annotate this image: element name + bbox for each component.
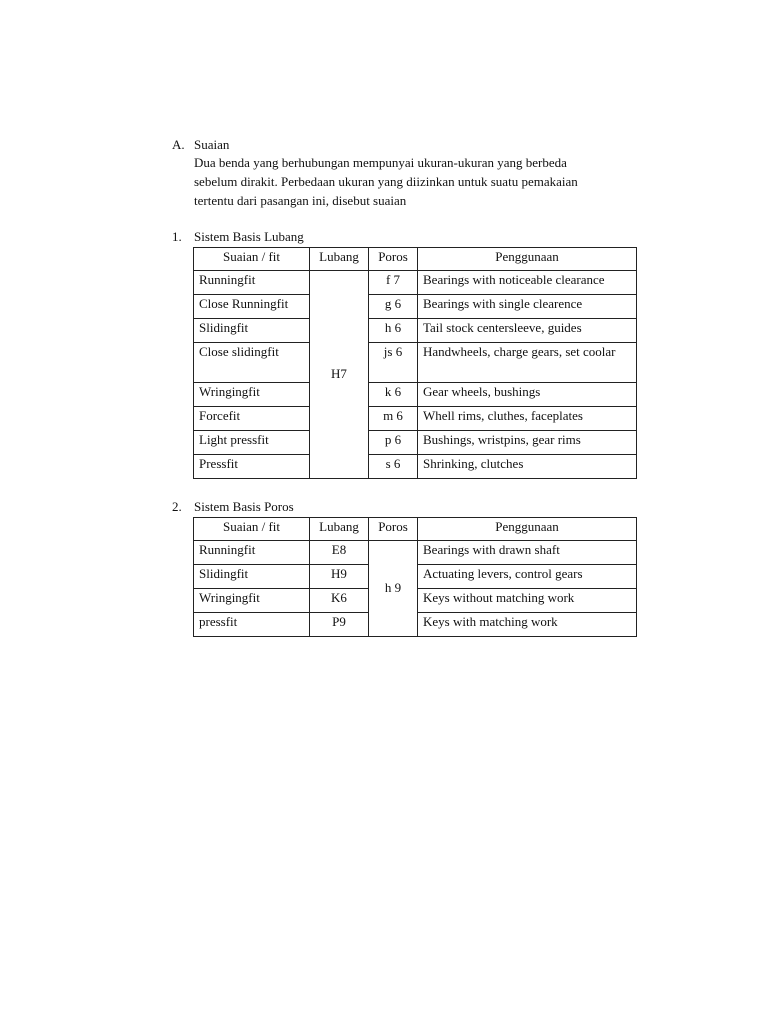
header-penggunaan: Penggunaan xyxy=(418,518,637,541)
definition-paragraph xyxy=(194,153,634,210)
cell-use: Bearings with noticeable clearance xyxy=(418,271,637,295)
cell-poros: p 6 xyxy=(369,431,418,455)
cell-poros: h 6 xyxy=(369,319,418,343)
cell-lubang: K6 xyxy=(310,589,369,613)
cell-fit: Runningfit xyxy=(194,271,310,295)
cell-poros: f 7 xyxy=(369,271,418,295)
cell-lubang: P9 xyxy=(310,613,369,637)
cell-fit: Runningfit xyxy=(194,541,310,565)
header-penggunaan: Penggunaan xyxy=(418,248,637,271)
paragraph-line: Dua benda yang berhubungan mempunyai ukuran-ukuran yang berbeda xyxy=(194,155,567,170)
cell-use: Keys with matching work xyxy=(418,613,637,637)
section-title: Suaian xyxy=(194,137,230,152)
table-row xyxy=(194,295,637,319)
header-lubang: Lubang xyxy=(310,248,369,271)
cell-use: Shrinking, clutches xyxy=(418,455,637,479)
cell-poros: g 6 xyxy=(369,295,418,319)
header-fit: Suaian / fit xyxy=(194,248,310,271)
table-row xyxy=(194,271,637,295)
cell-fit: pressfit xyxy=(194,613,310,637)
cell-poros: js 6 xyxy=(369,343,418,383)
cell-fit: Light pressfit xyxy=(194,431,310,455)
table-row xyxy=(194,407,637,431)
table-row xyxy=(194,541,637,565)
cell-use: Bearings with drawn shaft xyxy=(418,541,637,565)
cell-fit: Slidingfit xyxy=(194,319,310,343)
table-row xyxy=(194,431,637,455)
cell-lubang: H9 xyxy=(310,565,369,589)
cell-fit: Close Runningfit xyxy=(194,295,310,319)
table-row xyxy=(194,319,637,343)
list-title: Sistem Basis Poros xyxy=(194,499,294,514)
section-marker: A. xyxy=(172,137,185,152)
header-fit: Suaian / fit xyxy=(194,518,310,541)
cell-lubang: E8 xyxy=(310,541,369,565)
section-heading xyxy=(172,136,229,154)
table-header-row xyxy=(194,518,637,541)
table-header-row xyxy=(194,248,637,271)
table-row xyxy=(194,383,637,407)
cell-fit: Close slidingfit xyxy=(194,343,310,383)
cell-poros: m 6 xyxy=(369,407,418,431)
header-poros: Poros xyxy=(369,248,418,271)
basis-lubang-table xyxy=(193,247,637,479)
header-lubang: Lubang xyxy=(310,518,369,541)
cell-lubang-shared: H7 xyxy=(310,271,369,479)
list-marker: 1. xyxy=(172,229,182,244)
cell-fit: Slidingfit xyxy=(194,565,310,589)
paragraph-line: tertentu dari pasangan ini, disebut suaian xyxy=(194,193,407,208)
header-poros: Poros xyxy=(369,518,418,541)
table-row xyxy=(194,455,637,479)
cell-poros-shared: h 9 xyxy=(369,541,418,637)
cell-use: Actuating levers, control gears xyxy=(418,565,637,589)
list-title: Sistem Basis Lubang xyxy=(194,229,304,244)
paragraph-line: sebelum dirakit. Perbedaan ukuran yang diizinkan untuk suatu pemakaian xyxy=(194,174,578,189)
cell-use: Keys without matching work xyxy=(418,589,637,613)
cell-use: Handwheels, charge gears, set coolar xyxy=(418,343,637,383)
list-marker: 2. xyxy=(172,499,182,514)
list-heading-basis-poros xyxy=(172,498,294,516)
table-row xyxy=(194,343,637,383)
cell-use: Gear wheels, bushings xyxy=(418,383,637,407)
cell-poros: k 6 xyxy=(369,383,418,407)
cell-poros: s 6 xyxy=(369,455,418,479)
cell-fit: Wringingfit xyxy=(194,383,310,407)
cell-fit: Pressfit xyxy=(194,455,310,479)
list-heading-basis-lubang xyxy=(172,228,304,246)
cell-use: Whell rims, cluthes, faceplates xyxy=(418,407,637,431)
cell-fit: Wringingfit xyxy=(194,589,310,613)
basis-poros-table xyxy=(193,517,637,637)
cell-use: Bushings, wristpins, gear rims xyxy=(418,431,637,455)
cell-use: Tail stock centersleeve, guides xyxy=(418,319,637,343)
cell-fit: Forcefit xyxy=(194,407,310,431)
cell-use: Bearings with single clearence xyxy=(418,295,637,319)
